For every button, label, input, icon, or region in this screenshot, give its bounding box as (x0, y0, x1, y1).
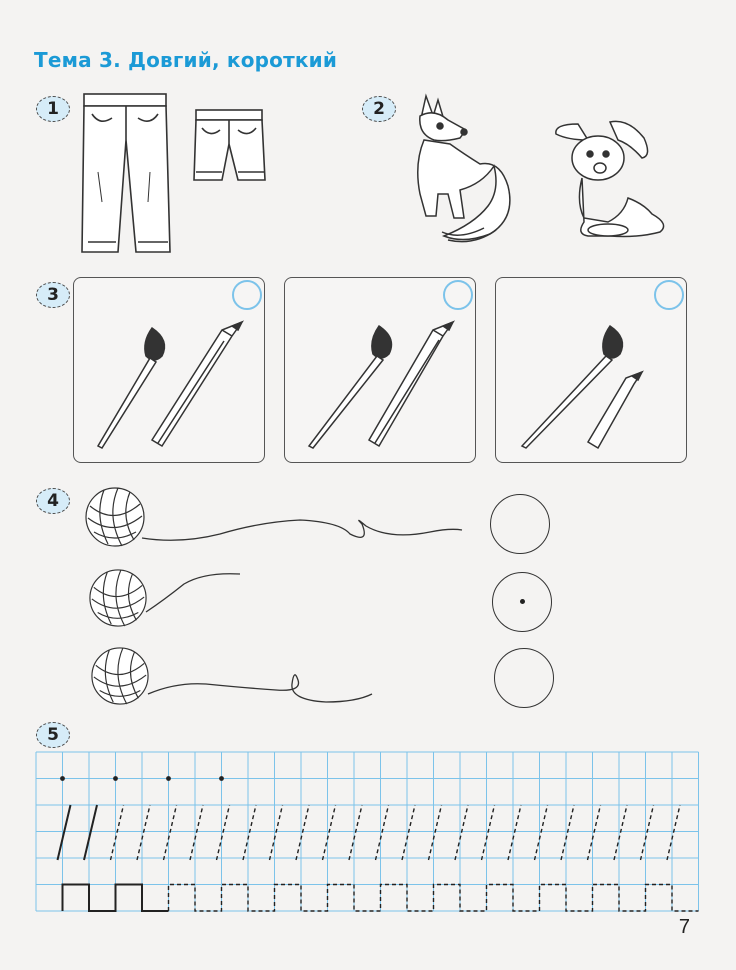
answer-mark-circle[interactable] (654, 280, 684, 310)
trace-diagonal-stroke (402, 805, 415, 860)
trace-dot (166, 776, 171, 781)
writing-grid (36, 752, 704, 915)
trace-dot (219, 776, 224, 781)
trace-diagonal-stroke (455, 805, 468, 860)
answer-circle-marked[interactable] (492, 572, 552, 632)
trace-diagonal-stroke (296, 805, 309, 860)
brush-and-short-pencil-icon (514, 316, 674, 456)
task-number-badge: 2 (362, 96, 396, 122)
trace-diagonal-stroke (641, 805, 654, 860)
trace-diagonal-stroke (164, 805, 177, 860)
long-thread-icon (140, 500, 470, 550)
trace-diagonal-stroke (84, 805, 97, 860)
task-number-badge: 5 (36, 722, 70, 748)
trace-diagonal-stroke (535, 805, 548, 860)
fox-icon (404, 94, 524, 254)
trace-diagonal-stroke (667, 805, 680, 860)
answer-mark-circle[interactable] (443, 280, 473, 310)
answer-mark-circle[interactable] (232, 280, 262, 310)
trace-dot (113, 776, 118, 781)
trace-diagonal-stroke (614, 805, 627, 860)
comparison-card (284, 277, 476, 463)
task-number-badge: 4 (36, 488, 70, 514)
answer-circle[interactable] (494, 648, 554, 708)
trace-diagonal-stroke (58, 805, 71, 860)
trace-diagonal-stroke (588, 805, 601, 860)
trace-diagonal-stroke (561, 805, 574, 860)
long-trousers-icon (78, 92, 173, 257)
marked-dot (520, 599, 525, 604)
trace-square-wave-sample (63, 885, 169, 912)
trace-diagonal-stroke (376, 805, 389, 860)
yarn-ball-icon (84, 486, 146, 548)
trace-diagonal-stroke (349, 805, 362, 860)
trace-dot (60, 776, 65, 781)
trace-diagonal-stroke (243, 805, 256, 860)
long-thread-icon (146, 664, 376, 708)
page-number: 7 (678, 916, 690, 938)
yarn-ball-icon (90, 646, 150, 706)
trace-diagonal-stroke (429, 805, 442, 860)
trace-diagonal-stroke (137, 805, 150, 860)
hare-icon (548, 118, 673, 244)
trace-diagonal-stroke (508, 805, 521, 860)
answer-circle[interactable] (490, 494, 550, 554)
trace-diagonal-stroke (482, 805, 495, 860)
comparison-card (73, 277, 265, 463)
yarn-ball-icon (88, 568, 148, 628)
page-title: Тема 3. Довгий, короткий (34, 48, 338, 72)
short-shorts-icon (192, 108, 267, 184)
trace-diagonal-stroke (190, 805, 203, 860)
trace-diagonal-stroke (217, 805, 230, 860)
brush-and-pencil-icon (303, 316, 463, 456)
brush-and-pencil-icon (92, 316, 252, 456)
trace-diagonal-stroke (111, 805, 124, 860)
comparison-card (495, 277, 687, 463)
trace-diagonal-stroke (270, 805, 283, 860)
trace-diagonal-stroke (323, 805, 336, 860)
task-number-badge: 3 (36, 282, 70, 308)
task-number-badge: 1 (36, 96, 70, 122)
short-thread-icon (144, 570, 244, 616)
